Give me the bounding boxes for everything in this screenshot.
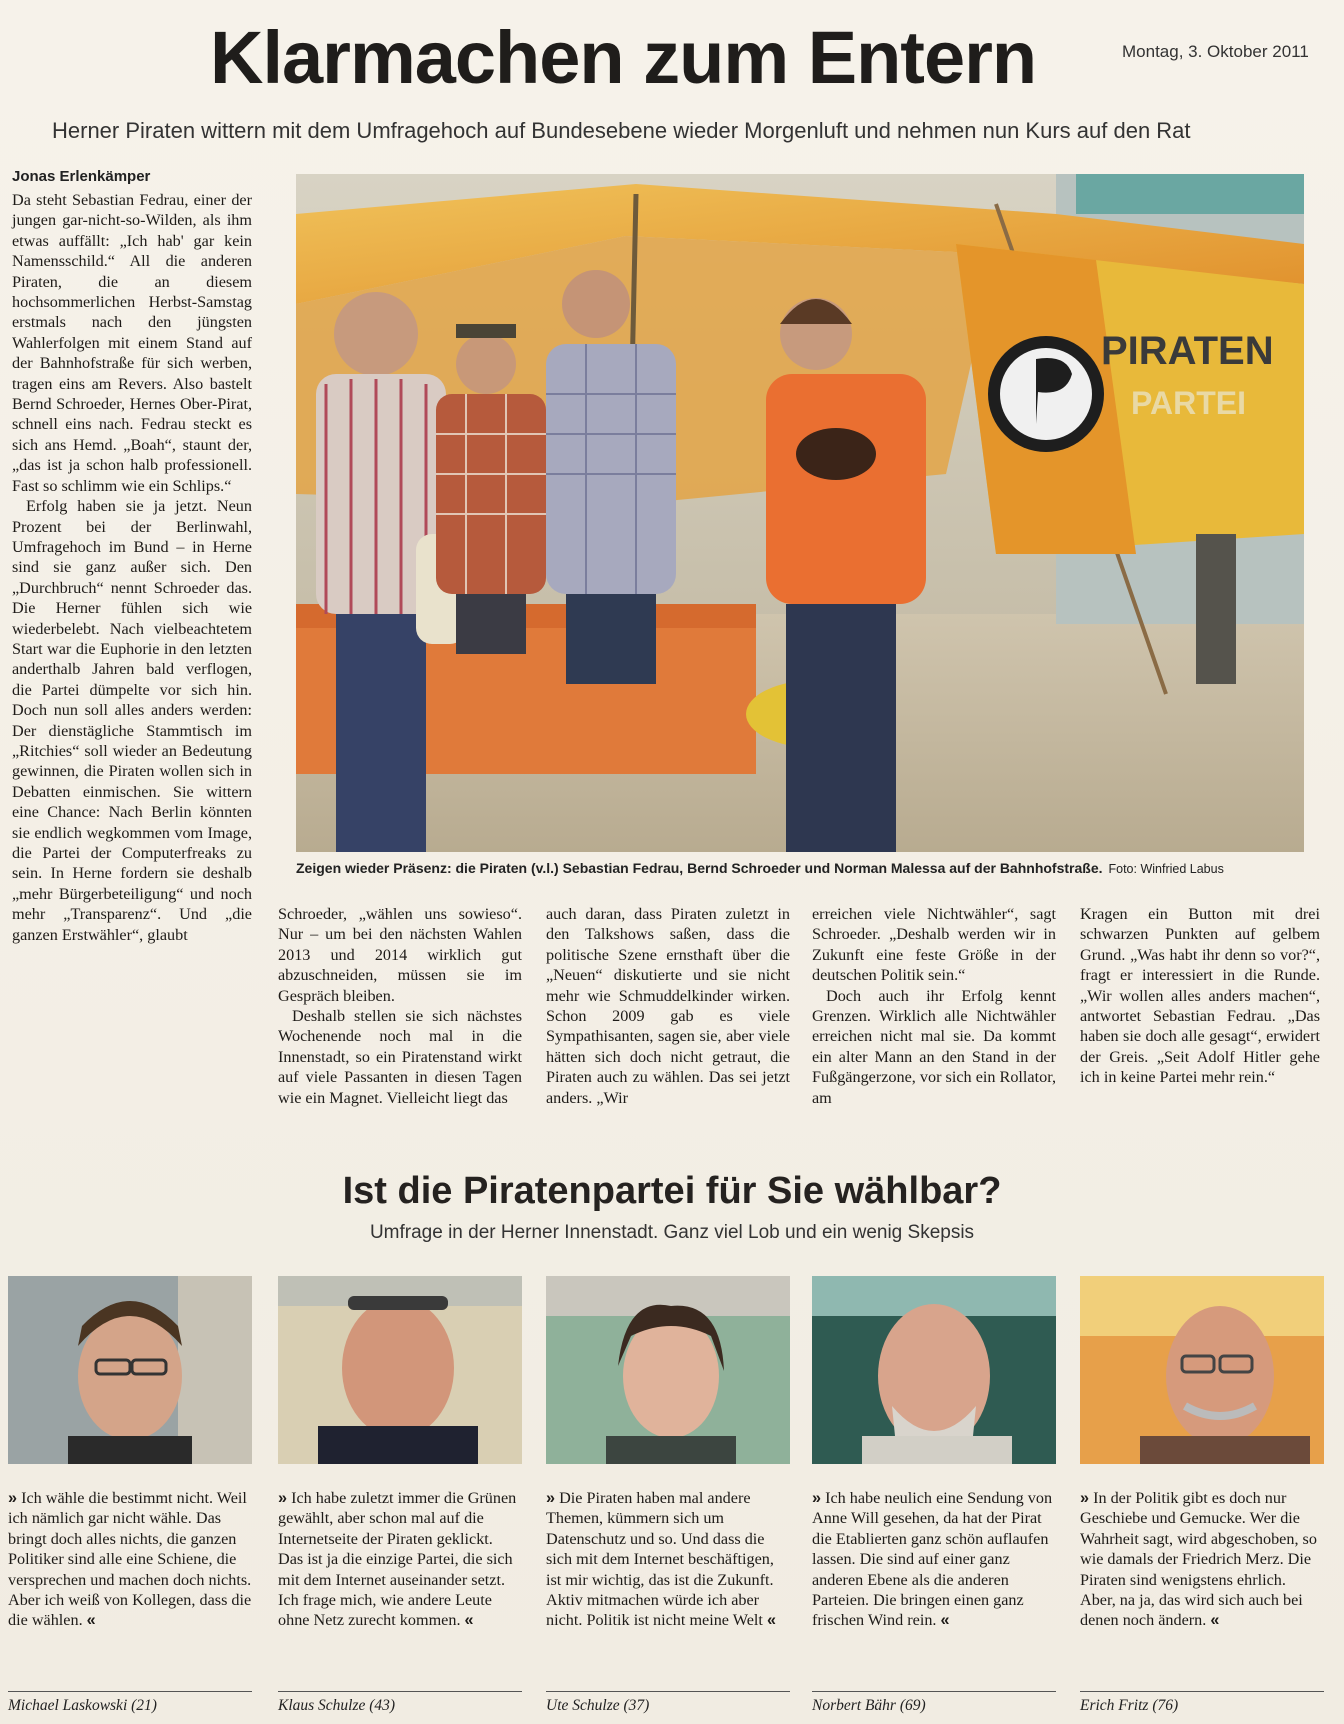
banner-text-2: PARTEI <box>1131 385 1246 421</box>
banner-text-1: PIRATEN <box>1101 329 1274 373</box>
dateline: Montag, 3. Oktober 2011 <box>1122 42 1309 61</box>
open-quote-mark: » <box>1080 1489 1090 1507</box>
poll-quote-4 <box>812 1488 1056 1631</box>
respondent-name: Erich Fritz (76) <box>1080 1697 1179 1714</box>
divider <box>546 1691 790 1692</box>
subheadline: Herner Piraten wittern mit dem Umfragehoch auf Bundesebene wieder Morgenluft und nehmen nun Kurs auf den Rat <box>52 118 1191 143</box>
photo-caption <box>296 860 1304 876</box>
portrait-erich-fritz <box>1080 1276 1324 1464</box>
portrait-norbert-baehr <box>812 1276 1056 1464</box>
open-quote-mark: » <box>8 1489 18 1507</box>
paragraph: Doch auch ihr Erfolg kennt Grenzen. Wirklich alle Nichtwähler erreichen nicht mal sie. Da kommt ein alter Mann an den Stand in der Fußgängerzone, vor sich ein Rollator, am <box>812 986 1056 1107</box>
quote-text: Ich wähle die bestimmt nicht. Weil ich nämlich gar nicht wähle. Das bringt doch alles nichts, die ganzen Politiker sind alle eine Schiene, die versprechen und machen doch nichts. Aber ich weiß von Kollegen, dass die die wählen. <box>8 1489 252 1630</box>
divider <box>8 1691 252 1692</box>
respondent-name: Norbert Bähr (69) <box>812 1697 926 1714</box>
respondent-name: Ute Schulze (37) <box>546 1697 650 1714</box>
respondent-name: Klaus Schulze (43) <box>278 1697 396 1714</box>
poll-quote-2 <box>278 1488 522 1631</box>
photo-credit: Foto: Winfried Labus <box>1108 862 1224 876</box>
poll-quote-1 <box>8 1488 252 1631</box>
headline: Klarmachen zum Entern <box>210 16 1037 99</box>
paragraph: Erfolg haben sie ja jetzt. Neun Prozent bei der Berlinwahl, Umfragehoch im Bund – in Herne sind sie ganz außer sich. Den „Durchbruch“ nennt Schroeder das. Die Herner fühlen sich wie wiederbelebt. Nach vielbeachtetem Start war die Euphorie in den letzten anderthalb Jahren bald verflogen, die Partei dümpelte vor sich hin. Doch nun soll alles anders werden: Der dienstägliche Stammtisch im „Ritchies“ soll wieder an Bedeutung gewinnen, die Piraten wollen sich in Debatten einmischen. Sie wittern eine Chance: Nach Berlin könnten sie endlich wegkommen vom Image, die Partei der Computerfreaks zu sein. In Herne fordern sie deshalb „mehr Bürgerbeteiligung“ und noch mehr „Transparenz“. Und „die ganzen Erstwähler“, glaubt <box>12 497 252 944</box>
paragraph: Da steht Sebastian Fedrau, einer der jungen gar-nicht-so-Wilden, als ihm etwas auffällt: „Ich hab' gar kein Namensschild.“ All die anderen Piraten, die an diesem hochsommerlichen Herbst-Samstag erstmals nach den jüngsten Wahlerfolgen mit einem Stand auf der Bahnhofstraße für sich werben, tragen eins am Revers. Also bastelt Bernd Schroeder, Hernes Ober-Pirat, schnell eins nach. Fedrau steckt es sich ans Hemd. „Boah“, staunt der, „das ist ja schon halb professionell. Fast so schlimm wie ein Schlips.“ <box>12 191 252 495</box>
poll-quote-3 <box>546 1488 790 1631</box>
portrait-laskowski <box>8 1276 252 1464</box>
open-quote-mark: » <box>546 1489 556 1507</box>
paragraph: auch daran, dass Piraten zuletzt in den Talkshows saßen, dass die politische Szene ernsthaft über die „Neuen“ diskutierte und sie nicht mehr wie Schmuddelkinder wirken. Schon 2009 gab es viele Sympathisanten, sagen sie, aber viele hätten sich doch nicht getraut, die Piraten auch zu wählen. Das sei jetzt anders. „Wir <box>546 905 790 1107</box>
quote-text: In der Politik gibt es doch nur Geschiebe und Gemucke. Wer die Wahrheit sagt, wird abgeschoben, so wie damals der Friedrich Merz. Die Piraten sind wenigstens ehrlich. Aber, na ja, das wird sich auch bei denen noch ändern. <box>1080 1489 1317 1630</box>
respondent-name: Michael Laskowski (21) <box>8 1697 157 1714</box>
portrait-klaus-schulze <box>278 1276 522 1464</box>
paragraph: erreichen viele Nichtwähler“, sagt Schroeder. „Deshalb werden wir in Zukunft eine feste Größe in der deutschen Politik sein.“ <box>812 905 1056 985</box>
divider <box>1080 1691 1324 1692</box>
author-byline: Jonas Erlenkämper <box>12 168 151 185</box>
poll-title: Ist die Piratenpartei für Sie wählbar? <box>342 1170 1002 1212</box>
open-quote-mark: » <box>278 1489 288 1507</box>
pirate-stand-photo <box>296 174 1304 852</box>
close-quote-mark: « <box>464 1611 474 1630</box>
close-quote-mark: « <box>766 1611 776 1630</box>
article-column-2 <box>278 904 522 1108</box>
portrait-ute-schulze <box>546 1276 790 1464</box>
close-quote-mark: « <box>86 1611 96 1630</box>
article-column-1 <box>12 190 252 945</box>
paragraph: Kragen ein Button mit drei schwarzen Punkten auf gelbem Grund. „Was habt ihr denn so vor?“, fragt er interessiert in die Runde. „Wir wollen alles anders machen“, antwortet Sebastian Fedrau. „Das haben sie doch alle gesagt“, erwidert der Greis. „Seit Adolf Hitler gehe ich in keine Partei mehr rein.“ <box>1080 905 1320 1087</box>
quote-text: Ich habe zuletzt immer die Grünen gewählt, aber schon mal auf die Internetseite der Piraten geklickt. Das ist ja die einzige Partei, die sich mit dem Internet auseinander setzt. Ich frage mich, wie andere Leute ohne Netz zurecht kommen. <box>278 1489 517 1630</box>
poll-quote-5 <box>1080 1488 1324 1631</box>
article-column-5 <box>1080 904 1320 1088</box>
close-quote-mark: « <box>1210 1611 1220 1630</box>
article-column-4 <box>812 904 1056 1108</box>
main-photo <box>296 174 1304 852</box>
paragraph: Schroeder, „wählen uns sowieso“. Nur – um bei den nächsten Wahlen 2013 und 2014 wirklich gut abzuschneiden, müssen sie im Gespräch bleiben. <box>278 905 522 1005</box>
paragraph: Deshalb stellen sie sich nächstes Wochenende noch mal in die Innenstadt, so ein Piratenstand wirkt auf viele Passanten in diesen Tagen wie ein Magnet. Vielleicht liegt das <box>278 1007 522 1107</box>
poll-subtitle: Umfrage in der Herner Innenstadt. Ganz viel Lob und ein wenig Skepsis <box>369 1222 975 1243</box>
article-column-3 <box>546 904 790 1108</box>
divider <box>278 1691 522 1692</box>
close-quote-mark: « <box>940 1611 950 1630</box>
divider <box>812 1691 1056 1692</box>
quote-text: Ich habe neulich eine Sendung von Anne Will gesehen, da hat der Pirat die Etablierten ganz schön auflaufen lassen. Die sind auf einer ganz anderen Ebene als die anderen Parteien. Die bringen einen ganz frischen Wind rein. <box>812 1489 1053 1630</box>
open-quote-mark: » <box>812 1489 822 1507</box>
quote-text: Die Piraten haben mal andere Themen, kümmern sich um Datenschutz und so. Und dass die sich mit dem Internet beschäftigen, ist mir wichtig, das ist die Zukunft. Aktiv mitmachen würde ich aber nicht. Politik ist nicht meine Welt <box>546 1489 774 1630</box>
caption-text: Zeigen wieder Präsenz: die Piraten (v.l.) Sebastian Fedrau, Bernd Schroeder und Norman Malessa auf der Bahnhofstraße. <box>296 860 1103 876</box>
